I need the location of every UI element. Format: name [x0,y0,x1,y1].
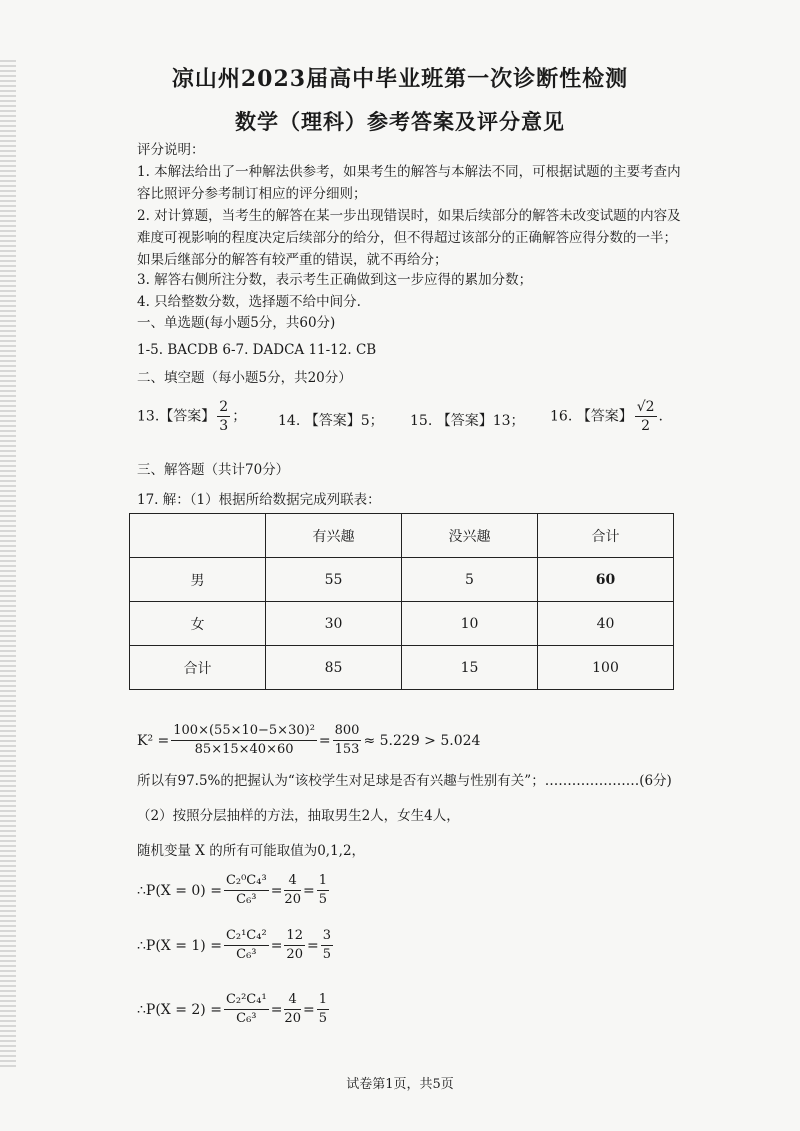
k2-rhs: ≈ 5.229 > 5.024 [363,732,481,749]
document-title: 凉山州2023届高中毕业班第一次诊断性检测 [171,66,629,92]
prob-lhs: ∴P(X = 1) = [137,937,222,954]
table-cell: 15 [402,646,538,690]
prob-fraction [321,927,333,964]
table-cell: 30 [266,602,402,646]
table-cell: 合计 [130,646,266,690]
prob-fraction [224,872,269,909]
prob-fraction [224,927,269,964]
answer-16-label: 16. 【答案】 [550,408,633,425]
part2-line1: （2）按照分层抽样的方法，抽取男生2人，女生4人， [137,808,460,824]
k2-eq: = [318,732,331,749]
answer-14: 14. 【答案】5； [278,413,384,429]
prob-num: C₂⁰C₄³ [224,872,269,891]
k2-fraction-2 [333,722,362,759]
table-cell: 男 [130,558,266,602]
scoring-note-1: 1. 本解法给出了一种解法供参考，如果考生的解答与本解法不同，可根据试题的主要考查内容比照评分参考制订相应的评分细则； [137,164,681,202]
probability-x2: ∴P(X = 2) = $\frac{\text{C₂²C₄¹}}{\text{C₆³}}$ = $\frac{4}{20}$ = $\frac{1}{5}$ [137,992,327,1026]
table-cell: 5 [402,558,538,602]
prob-lhs: ∴P(X = 2) = [137,1001,222,1018]
table-cell: 没兴趣 [402,514,538,558]
answer-16-fraction [635,398,657,435]
prob-num: 1 [317,872,329,891]
section3-heading: 三、解答题（共计70分） [137,462,290,478]
prob-lhs: ∴P(X = 0) = [137,882,222,899]
probability-x1: ∴P(X = 1) = $\frac{\text{C₂¹C₄²}}{\text{C₆³}}$ = $\frac{12}{20}$ = $\frac{3}{5}$ [137,928,331,962]
prob-den: C₆³ [236,1011,257,1026]
table-cell: 85 [266,646,402,690]
prob-den: C₆³ [236,892,257,907]
table-cell: 女 [130,602,266,646]
scan-edge [0,60,16,1070]
table-cell [130,514,266,558]
table-cell: 55 [266,558,402,602]
answer-16-end: . [658,408,663,425]
table-row [130,646,674,690]
prob-den: 20 [284,1011,301,1026]
prob-fraction [284,872,301,909]
prob-den: C₆³ [236,947,257,962]
k2-lhs: K² = [137,732,170,749]
scoring-note-2: 2. 对计算题，当考生的解答在某一步出现错误时，如果后续部分的解答未改变试题的内容及难度可视影响的程度决定后续部分的给分，但不得超过该部分的正确解答应得分数的一半；如果后继部分的解答有较严重的错误，就不再给分； [137,208,681,268]
k2-fraction-1 [171,722,317,759]
document-subtitle: 数学（理科）参考答案及评分意见 [235,109,565,134]
prob-num: 3 [321,927,333,946]
probability-x0: ∴P(X = 0) = $\frac{\text{C₂⁰C₄³}}{\text{C₆³}}$ = $\frac{4}{20}$ = $\frac{1}{5}$ [137,873,327,907]
table-row [130,602,674,646]
answer-13-end: ； [232,408,247,425]
k2-den: 85×15×40×60 [194,742,294,757]
answer-16-num: √2 [636,399,655,415]
answer-16-den: 2 [641,418,651,434]
q17-intro: 17. 解：（1）根据所给数据完成列联表： [137,492,381,508]
prob-fraction [224,991,269,1028]
k2-num2: 800 [333,722,362,741]
section1-heading: 一、单选题(每小题5分，共60分) [137,315,336,331]
prob-den: 5 [322,947,331,962]
answer-16 [550,398,663,435]
answer-13 [137,398,246,435]
answer-15: 15. 【答案】13； [410,413,525,429]
prob-fraction [317,872,329,909]
scoring-notes-heading: 评分说明： [137,142,205,158]
answer-13-fraction [217,398,230,435]
prob-fraction [284,991,301,1028]
table-row [130,558,674,602]
prob-num: 4 [284,872,301,891]
table-cell: 有兴趣 [266,514,402,558]
prob-num: C₂²C₄¹ [224,991,269,1010]
scoring-note-4: 4. 只给整数分数，选择题不给中间分. [137,294,361,310]
scoring-note-3: 3. 解答右侧所注分数，表示考生正确做到这一步应得的累加分数； [137,272,533,288]
answer-13-label: 13.【答案】 [137,408,216,425]
table-cell: 合计 [538,514,674,558]
k2-den2: 153 [334,742,360,757]
section1-answers: 1-5. BACDB 6-7. DADCA 11-12. CB [137,342,377,358]
prob-fraction [317,991,329,1028]
prob-num: 1 [317,991,329,1010]
prob-num: 4 [284,991,301,1010]
answer-13-den: 3 [219,418,229,434]
part2-line2: 随机变量 X 的所有可能取值为0,1,2， [137,843,366,859]
table-cell: 40 [538,602,674,646]
contingency-table [129,513,674,690]
prob-den: 5 [318,892,327,907]
table-cell: 60 [538,558,674,602]
page-footer: 试卷第1页，共5页 [346,1077,454,1092]
table-cell: 100 [538,646,674,690]
table-header-row [130,514,674,558]
conclusion-line: 所以有97.5%的把握认为“该校学生对足球是否有兴趣与性别有关”；…………………(6分) [137,773,672,789]
prob-den: 20 [286,947,303,962]
prob-den: 5 [318,1011,327,1026]
answer-13-num: 2 [219,399,229,415]
section2-heading: 二、填空题（每小题5分，共20分） [137,370,352,386]
prob-num: 12 [284,927,305,946]
prob-den: 20 [284,892,301,907]
k2-formula [137,722,480,759]
prob-fraction [284,927,305,964]
k2-num: 100×(55×10−5×30)² [171,722,317,741]
table-cell: 10 [402,602,538,646]
prob-num: C₂¹C₄² [224,927,269,946]
